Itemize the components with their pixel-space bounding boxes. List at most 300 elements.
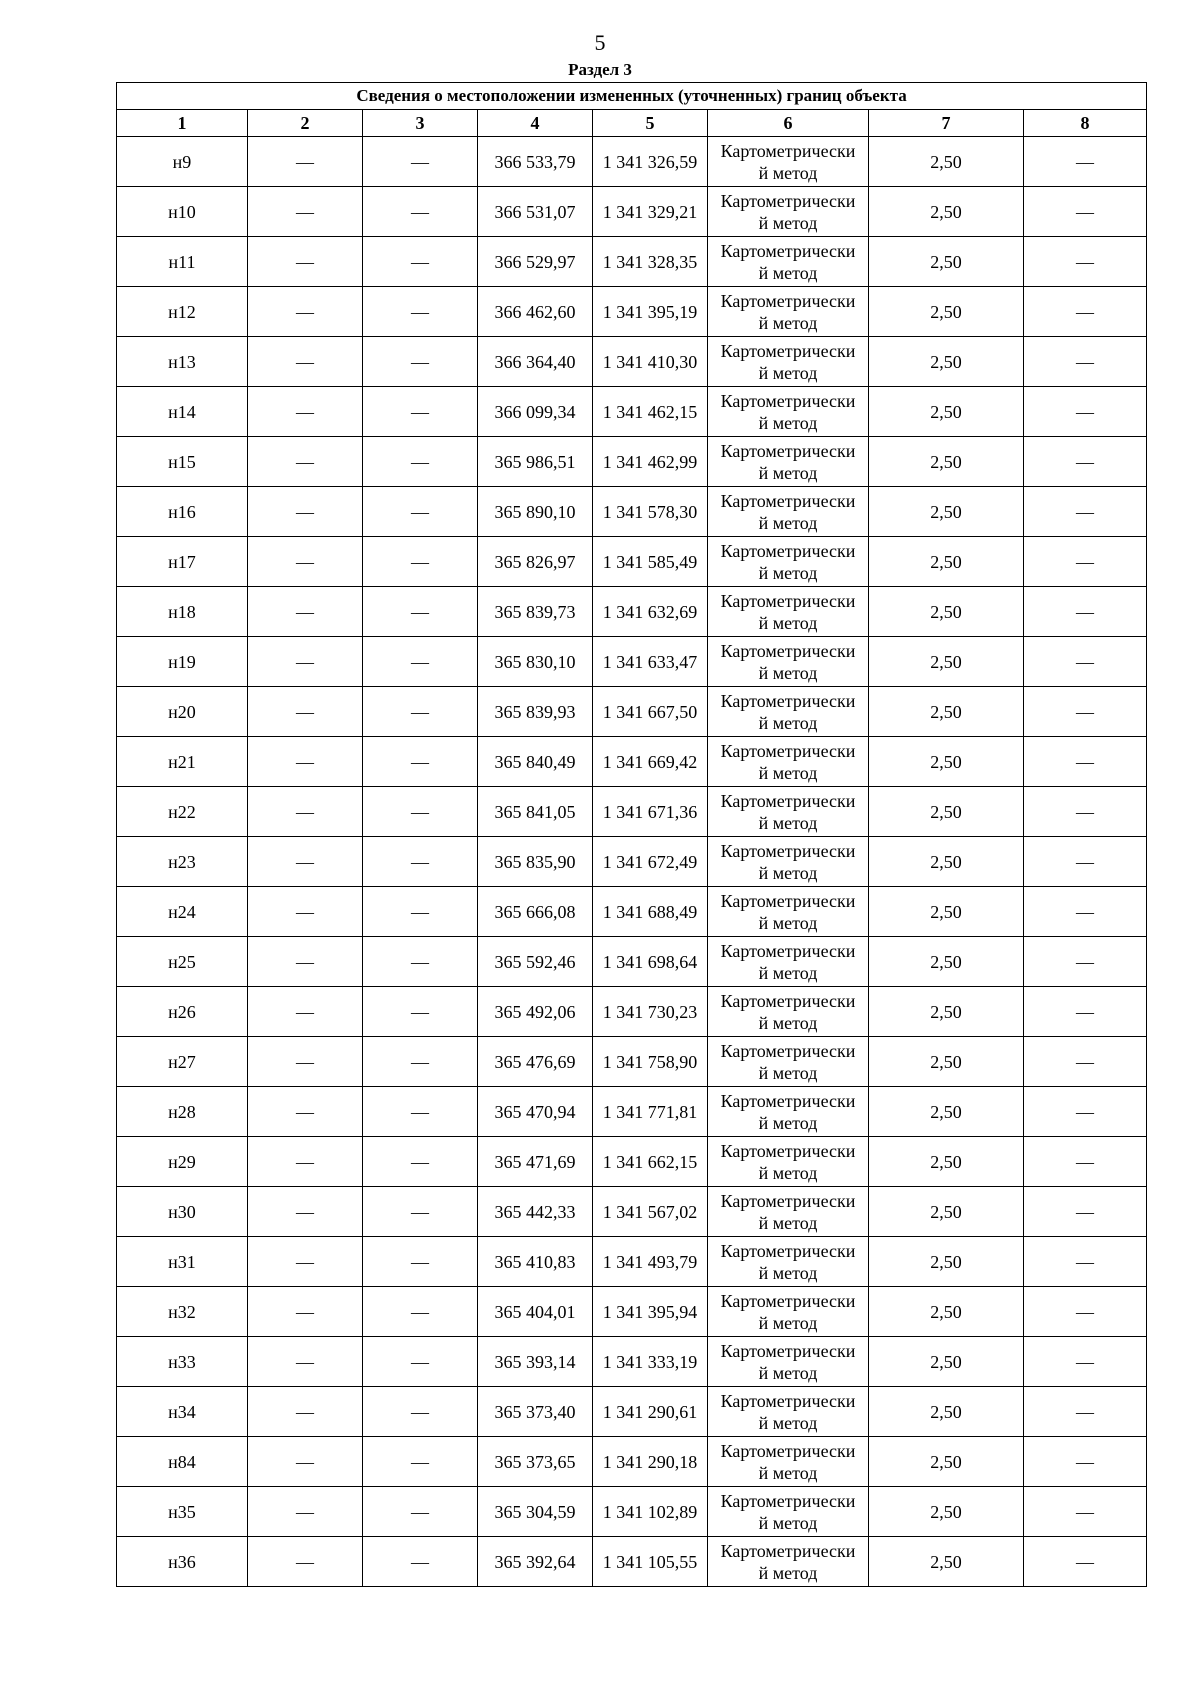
point-number-cell: н30 (117, 1187, 248, 1237)
accuracy-cell: 2,50 (869, 987, 1024, 1037)
coordinate-x-cell: 365 442,33 (478, 1187, 593, 1237)
method-cell (708, 187, 869, 237)
table-row (117, 337, 1147, 387)
column-number: 8 (1024, 110, 1147, 137)
table-row (117, 587, 1147, 637)
column-3-cell: — (363, 637, 478, 687)
coordinate-y-cell: 1 341 698,64 (593, 937, 708, 987)
column-3-cell: — (363, 387, 478, 437)
coordinate-x-cell: 366 462,60 (478, 287, 593, 337)
coordinate-y-cell: 1 341 493,79 (593, 1237, 708, 1287)
column-2-cell: — (248, 1187, 363, 1237)
column-2-cell: — (248, 1087, 363, 1137)
table-row (117, 1287, 1147, 1337)
point-number-cell: н29 (117, 1137, 248, 1187)
method-line-2: й метод (758, 712, 818, 733)
method-cell (708, 1337, 869, 1387)
coordinate-x-cell: 365 890,10 (478, 487, 593, 537)
method-cell (708, 1037, 869, 1087)
method-cell (708, 337, 869, 387)
column-2-cell: — (248, 837, 363, 887)
method-line-1: Картометрически (720, 240, 856, 261)
point-number-cell: н25 (117, 937, 248, 987)
column-8-cell: — (1024, 937, 1147, 987)
method-line-2: й метод (758, 1162, 818, 1183)
method-line-2: й метод (758, 462, 818, 483)
column-2-cell: — (248, 637, 363, 687)
column-8-cell: — (1024, 1537, 1147, 1587)
coordinate-x-cell: 366 533,79 (478, 137, 593, 187)
method-line-2: й метод (758, 1212, 818, 1233)
column-3-cell: — (363, 787, 478, 837)
accuracy-cell: 2,50 (869, 737, 1024, 787)
column-8-cell: — (1024, 1187, 1147, 1237)
method-line-1: Картометрически (720, 590, 856, 611)
point-number-cell: н12 (117, 287, 248, 337)
method-cell (708, 687, 869, 737)
accuracy-cell: 2,50 (869, 1537, 1024, 1587)
accuracy-cell: 2,50 (869, 487, 1024, 537)
table-row (117, 837, 1147, 887)
method-cell (708, 1237, 869, 1287)
column-8-cell: — (1024, 1437, 1147, 1487)
coordinate-y-cell: 1 341 326,59 (593, 137, 708, 187)
method-line-1: Картометрически (720, 1490, 856, 1511)
column-2-cell: — (248, 787, 363, 837)
column-2-cell: — (248, 137, 363, 187)
coordinate-x-cell: 365 830,10 (478, 637, 593, 687)
column-3-cell: — (363, 737, 478, 787)
method-line-1: Картометрически (720, 1440, 856, 1461)
coordinate-x-cell: 365 471,69 (478, 1137, 593, 1187)
table-row (117, 787, 1147, 837)
accuracy-cell: 2,50 (869, 1237, 1024, 1287)
method-cell (708, 837, 869, 887)
coordinate-x-cell: 365 839,93 (478, 687, 593, 737)
point-number-cell: н13 (117, 337, 248, 387)
column-number: 2 (248, 110, 363, 137)
method-line-1: Картометрически (720, 1540, 856, 1561)
table-row (117, 187, 1147, 237)
coordinate-x-cell: 365 840,49 (478, 737, 593, 787)
column-8-cell: — (1024, 1287, 1147, 1337)
method-line-2: й метод (758, 1512, 818, 1533)
point-number-cell: н14 (117, 387, 248, 437)
method-line-1: Картометрически (720, 290, 856, 311)
column-3-cell: — (363, 587, 478, 637)
column-3-cell: — (363, 1387, 478, 1437)
column-3-cell: — (363, 337, 478, 387)
column-3-cell: — (363, 887, 478, 937)
accuracy-cell: 2,50 (869, 937, 1024, 987)
column-8-cell: — (1024, 787, 1147, 837)
coordinate-x-cell: 365 592,46 (478, 937, 593, 987)
method-cell (708, 587, 869, 637)
column-8-cell: — (1024, 337, 1147, 387)
table-body (117, 137, 1147, 1587)
method-line-1: Картометрически (720, 140, 856, 161)
accuracy-cell: 2,50 (869, 1287, 1024, 1337)
method-line-2: й метод (758, 1112, 818, 1133)
point-number-cell: н16 (117, 487, 248, 537)
table-row (117, 437, 1147, 487)
method-line-1: Картометрически (720, 1040, 856, 1061)
coordinate-y-cell: 1 341 730,23 (593, 987, 708, 1037)
column-3-cell: — (363, 437, 478, 487)
point-number-cell: н26 (117, 987, 248, 1037)
point-number-cell: н22 (117, 787, 248, 837)
method-line-2: й метод (758, 612, 818, 633)
column-2-cell: — (248, 1537, 363, 1587)
method-cell (708, 737, 869, 787)
table-row (117, 1487, 1147, 1537)
table-row (117, 1537, 1147, 1587)
method-line-2: й метод (758, 662, 818, 683)
accuracy-cell: 2,50 (869, 787, 1024, 837)
method-line-1: Картометрически (720, 1290, 856, 1311)
method-cell (708, 1437, 869, 1487)
column-8-cell: — (1024, 1087, 1147, 1137)
coordinate-x-cell: 365 392,64 (478, 1537, 593, 1587)
column-8-cell: — (1024, 1137, 1147, 1187)
column-2-cell: — (248, 987, 363, 1037)
accuracy-cell: 2,50 (869, 1387, 1024, 1437)
point-number-cell: н17 (117, 537, 248, 587)
column-2-cell: — (248, 1037, 363, 1087)
accuracy-cell: 2,50 (869, 537, 1024, 587)
method-line-1: Картометрически (720, 690, 856, 711)
method-line-1: Картометрически (720, 790, 856, 811)
coordinate-y-cell: 1 341 410,30 (593, 337, 708, 387)
method-line-1: Картометрически (720, 890, 856, 911)
column-3-cell: — (363, 1287, 478, 1337)
method-line-2: й метод (758, 762, 818, 783)
table-row (117, 887, 1147, 937)
point-number-cell: н21 (117, 737, 248, 787)
coordinate-x-cell: 366 531,07 (478, 187, 593, 237)
accuracy-cell: 2,50 (869, 1437, 1024, 1487)
table-row (117, 1037, 1147, 1087)
column-2-cell: — (248, 237, 363, 287)
column-3-cell: — (363, 687, 478, 737)
point-number-cell: н10 (117, 187, 248, 237)
column-2-cell: — (248, 1237, 363, 1287)
table-row (117, 1087, 1147, 1137)
coordinate-x-cell: 365 404,01 (478, 1287, 593, 1337)
method-line-2: й метод (758, 912, 818, 933)
method-line-1: Картометрически (720, 740, 856, 761)
column-3-cell: — (363, 1237, 478, 1287)
point-number-cell: н36 (117, 1537, 248, 1587)
method-line-1: Картометрически (720, 340, 856, 361)
method-line-2: й метод (758, 1562, 818, 1583)
table-row (117, 1337, 1147, 1387)
column-number: 3 (363, 110, 478, 137)
column-3-cell: — (363, 237, 478, 287)
point-number-cell: н34 (117, 1387, 248, 1437)
method-cell (708, 637, 869, 687)
coordinate-y-cell: 1 341 462,15 (593, 387, 708, 437)
method-line-2: й метод (758, 1362, 818, 1383)
method-line-1: Картометрически (720, 1390, 856, 1411)
method-cell (708, 1287, 869, 1337)
accuracy-cell: 2,50 (869, 337, 1024, 387)
coordinate-x-cell: 365 393,14 (478, 1337, 593, 1387)
column-3-cell: — (363, 287, 478, 337)
accuracy-cell: 2,50 (869, 237, 1024, 287)
column-2-cell: — (248, 937, 363, 987)
coordinate-y-cell: 1 341 329,21 (593, 187, 708, 237)
method-cell (708, 887, 869, 937)
coordinate-x-cell: 365 841,05 (478, 787, 593, 837)
column-3-cell: — (363, 937, 478, 987)
point-number-cell: н15 (117, 437, 248, 487)
method-line-2: й метод (758, 362, 818, 383)
column-8-cell: — (1024, 237, 1147, 287)
method-line-2: й метод (758, 1062, 818, 1083)
method-line-1: Картометрически (720, 1140, 856, 1161)
point-number-cell: н24 (117, 887, 248, 937)
method-line-1: Картометрически (720, 640, 856, 661)
method-line-2: й метод (758, 1012, 818, 1033)
point-number-cell: н19 (117, 637, 248, 687)
method-line-2: й метод (758, 162, 818, 183)
table-row (117, 387, 1147, 437)
table-row (117, 737, 1147, 787)
accuracy-cell: 2,50 (869, 187, 1024, 237)
column-8-cell: — (1024, 1037, 1147, 1087)
table-row (117, 1187, 1147, 1237)
coordinate-y-cell: 1 341 771,81 (593, 1087, 708, 1137)
coordinate-x-cell: 365 470,94 (478, 1087, 593, 1137)
accuracy-cell: 2,50 (869, 837, 1024, 887)
coordinate-x-cell: 365 373,65 (478, 1437, 593, 1487)
table-row (117, 487, 1147, 537)
column-3-cell: — (363, 1487, 478, 1537)
table-row (117, 137, 1147, 187)
coordinate-y-cell: 1 341 672,49 (593, 837, 708, 887)
coordinate-y-cell: 1 341 585,49 (593, 537, 708, 587)
column-number: 5 (593, 110, 708, 137)
coordinate-y-cell: 1 341 758,90 (593, 1037, 708, 1087)
method-line-2: й метод (758, 512, 818, 533)
method-line-1: Картометрически (720, 540, 856, 561)
table-row (117, 987, 1147, 1037)
column-2-cell: — (248, 187, 363, 237)
point-number-cell: н11 (117, 237, 248, 287)
coordinate-x-cell: 365 839,73 (478, 587, 593, 637)
column-8-cell: — (1024, 637, 1147, 687)
coordinate-y-cell: 1 341 395,94 (593, 1287, 708, 1337)
column-3-cell: — (363, 837, 478, 887)
coordinate-y-cell: 1 341 633,47 (593, 637, 708, 687)
coordinate-x-cell: 365 304,59 (478, 1487, 593, 1537)
method-line-2: й метод (758, 1312, 818, 1333)
method-line-1: Картометрически (720, 1340, 856, 1361)
table-row (117, 937, 1147, 987)
method-cell (708, 1387, 869, 1437)
column-2-cell: — (248, 587, 363, 637)
column-8-cell: — (1024, 987, 1147, 1037)
column-number: 6 (708, 110, 869, 137)
coordinate-x-cell: 366 364,40 (478, 337, 593, 387)
column-3-cell: — (363, 187, 478, 237)
method-line-2: й метод (758, 212, 818, 233)
point-number-cell: н32 (117, 1287, 248, 1337)
coordinate-x-cell: 366 099,34 (478, 387, 593, 437)
coordinate-y-cell: 1 341 290,18 (593, 1437, 708, 1487)
column-8-cell: — (1024, 837, 1147, 887)
coordinate-x-cell: 365 835,90 (478, 837, 593, 887)
column-8-cell: — (1024, 287, 1147, 337)
accuracy-cell: 2,50 (869, 1087, 1024, 1137)
table-row (117, 1387, 1147, 1437)
method-line-2: й метод (758, 1412, 818, 1433)
table-row (117, 1437, 1147, 1487)
coordinate-x-cell: 365 476,69 (478, 1037, 593, 1087)
coordinate-y-cell: 1 341 462,99 (593, 437, 708, 487)
column-2-cell: — (248, 1487, 363, 1537)
column-2-cell: — (248, 387, 363, 437)
method-cell (708, 237, 869, 287)
column-8-cell: — (1024, 487, 1147, 537)
column-2-cell: — (248, 437, 363, 487)
point-number-cell: н84 (117, 1437, 248, 1487)
table-row (117, 237, 1147, 287)
accuracy-cell: 2,50 (869, 887, 1024, 937)
column-8-cell: — (1024, 1237, 1147, 1287)
accuracy-cell: 2,50 (869, 437, 1024, 487)
column-2-cell: — (248, 1137, 363, 1187)
point-number-cell: н31 (117, 1237, 248, 1287)
method-line-2: й метод (758, 412, 818, 433)
point-number-cell: н20 (117, 687, 248, 737)
column-number: 4 (478, 110, 593, 137)
method-line-1: Картометрически (720, 490, 856, 511)
accuracy-cell: 2,50 (869, 687, 1024, 737)
method-cell (708, 437, 869, 487)
column-2-cell: — (248, 287, 363, 337)
accuracy-cell: 2,50 (869, 1037, 1024, 1087)
column-3-cell: — (363, 1087, 478, 1137)
coordinate-y-cell: 1 341 105,55 (593, 1537, 708, 1587)
method-line-1: Картометрически (720, 990, 856, 1011)
coordinate-y-cell: 1 341 662,15 (593, 1137, 708, 1187)
table-row (117, 637, 1147, 687)
coordinate-x-cell: 365 666,08 (478, 887, 593, 937)
column-2-cell: — (248, 537, 363, 587)
column-8-cell: — (1024, 1337, 1147, 1387)
column-2-cell: — (248, 487, 363, 537)
method-cell (708, 537, 869, 587)
table-row (117, 537, 1147, 587)
column-number: 7 (869, 110, 1024, 137)
column-2-cell: — (248, 1287, 363, 1337)
column-3-cell: — (363, 1187, 478, 1237)
method-line-1: Картометрически (720, 1190, 856, 1211)
coordinate-y-cell: 1 341 102,89 (593, 1487, 708, 1537)
column-3-cell: — (363, 1037, 478, 1087)
method-cell (708, 1087, 869, 1137)
column-2-cell: — (248, 1387, 363, 1437)
column-3-cell: — (363, 137, 478, 187)
coordinate-y-cell: 1 341 667,50 (593, 687, 708, 737)
column-numbers-row (117, 110, 1147, 137)
boundary-table (116, 82, 1147, 1587)
method-cell (708, 387, 869, 437)
column-8-cell: — (1024, 1487, 1147, 1537)
method-line-1: Картометрически (720, 1240, 856, 1261)
section-title: Раздел 3 (568, 60, 632, 79)
column-8-cell: — (1024, 587, 1147, 637)
accuracy-cell: 2,50 (869, 137, 1024, 187)
method-line-2: й метод (758, 962, 818, 983)
column-8-cell: — (1024, 437, 1147, 487)
accuracy-cell: 2,50 (869, 1187, 1024, 1237)
method-line-2: й метод (758, 812, 818, 833)
column-3-cell: — (363, 537, 478, 587)
method-cell (708, 487, 869, 537)
coordinate-y-cell: 1 341 632,69 (593, 587, 708, 637)
coordinate-y-cell: 1 341 395,19 (593, 287, 708, 337)
column-8-cell: — (1024, 687, 1147, 737)
coordinate-y-cell: 1 341 688,49 (593, 887, 708, 937)
method-cell (708, 287, 869, 337)
column-2-cell: — (248, 1437, 363, 1487)
table-row (117, 287, 1147, 337)
method-line-1: Картометрически (720, 190, 856, 211)
coordinate-x-cell: 365 492,06 (478, 987, 593, 1037)
accuracy-cell: 2,50 (869, 1487, 1024, 1537)
column-3-cell: — (363, 987, 478, 1037)
coordinate-y-cell: 1 341 578,30 (593, 487, 708, 537)
column-8-cell: — (1024, 137, 1147, 187)
column-3-cell: — (363, 1537, 478, 1587)
coordinate-y-cell: 1 341 290,61 (593, 1387, 708, 1437)
page-number: 5 (594, 30, 606, 55)
point-number-cell: н28 (117, 1087, 248, 1137)
coordinate-y-cell: 1 341 333,19 (593, 1337, 708, 1387)
accuracy-cell: 2,50 (869, 637, 1024, 687)
coordinate-x-cell: 365 826,97 (478, 537, 593, 587)
column-8-cell: — (1024, 187, 1147, 237)
method-line-1: Картометрически (720, 390, 856, 411)
coordinate-x-cell: 365 986,51 (478, 437, 593, 487)
column-8-cell: — (1024, 1387, 1147, 1437)
column-2-cell: — (248, 337, 363, 387)
column-8-cell: — (1024, 887, 1147, 937)
method-cell (708, 987, 869, 1037)
column-number: 1 (117, 110, 248, 137)
column-8-cell: — (1024, 737, 1147, 787)
method-line-1: Картометрически (720, 1090, 856, 1111)
accuracy-cell: 2,50 (869, 1337, 1024, 1387)
accuracy-cell: 2,50 (869, 1137, 1024, 1187)
point-number-cell: н18 (117, 587, 248, 637)
method-line-2: й метод (758, 1462, 818, 1483)
column-3-cell: — (363, 487, 478, 537)
method-line-1: Картометрически (720, 440, 856, 461)
method-cell (708, 1187, 869, 1237)
column-8-cell: — (1024, 537, 1147, 587)
method-cell (708, 1137, 869, 1187)
coordinate-x-cell: 366 529,97 (478, 237, 593, 287)
column-8-cell: — (1024, 387, 1147, 437)
point-number-cell: н33 (117, 1337, 248, 1387)
coordinate-x-cell: 365 410,83 (478, 1237, 593, 1287)
coordinate-x-cell: 365 373,40 (478, 1387, 593, 1437)
method-line-2: й метод (758, 562, 818, 583)
